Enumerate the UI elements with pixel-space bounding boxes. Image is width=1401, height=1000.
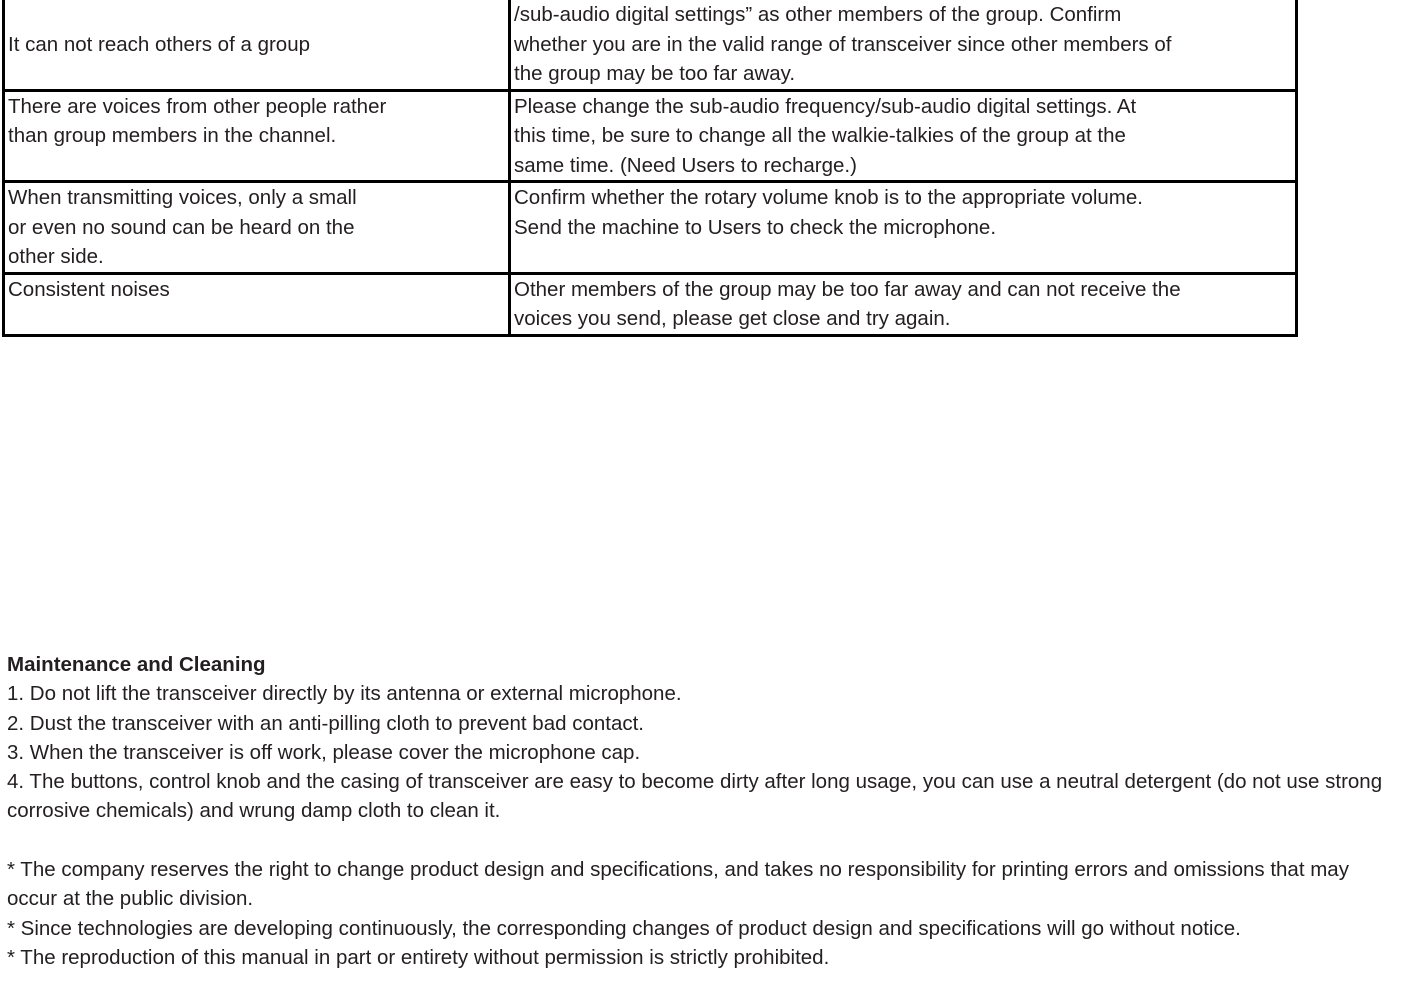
maintenance-item: 4. The buttons, control knob and the casing of transceiver are easy to become dirty after long usage, you can use a neutral detergent (do not use strong corrosive chemicals) and wrung damp cloth to clean it.	[7, 770, 1383, 823]
table-row	[4, 90, 1297, 182]
solution-cell: Please change the sub-audio frequency/sub-audio digital settings. At this time, be sure to change all the walkie-talkies of the group at the same time. (Need Users to recharge.)	[510, 90, 1297, 182]
problem-cell: When transmitting voices, only a small or even no sound can be heard on the other side.	[4, 182, 510, 274]
table-row	[4, 0, 1297, 90]
troubleshooting-table	[2, 0, 1298, 337]
problem-cell: There are voices from other people rather than group members in the channel.	[4, 90, 510, 182]
table-row	[4, 182, 1297, 274]
table-row	[4, 273, 1297, 335]
solution-cell: /sub-audio digital settings” as other members of the group. Confirm whether you are in the valid range of transceiver since other members of the group may be too far away.	[510, 0, 1297, 90]
maintenance-section	[7, 650, 1401, 972]
section-spacer	[7, 826, 1401, 855]
maintenance-title: Maintenance and Cleaning	[7, 653, 266, 676]
problem-cell: Consistent noises	[4, 273, 510, 335]
problem-cell: It can not reach others of a group	[4, 0, 510, 90]
notice-item: * The reproduction of this manual in part or entirety without permission is strictly prohibited.	[7, 945, 830, 969]
maintenance-item: 1. Do not lift the transceiver directly by its antenna or external microphone.	[7, 682, 682, 706]
solution-cell: Other members of the group may be too far away and can not receive the voices you send, please get close and try again.	[510, 273, 1297, 335]
solution-cell: Confirm whether the rotary volume knob is to the appropriate volume. Send the machine to Users to check the microphone.	[510, 182, 1297, 274]
maintenance-item: 2. Dust the transceiver with an anti-pilling cloth to prevent bad contact.	[7, 711, 644, 735]
maintenance-item: 3. When the transceiver is off work, please cover the microphone cap.	[7, 740, 641, 764]
notice-item: * Since technologies are developing continuously, the corresponding changes of product design and specifications will go without notice.	[7, 916, 1241, 940]
notice-item: * The company reserves the right to change product design and specifications, and takes no responsibility for printing errors and omissions that may occur at the public division.	[7, 858, 1349, 911]
